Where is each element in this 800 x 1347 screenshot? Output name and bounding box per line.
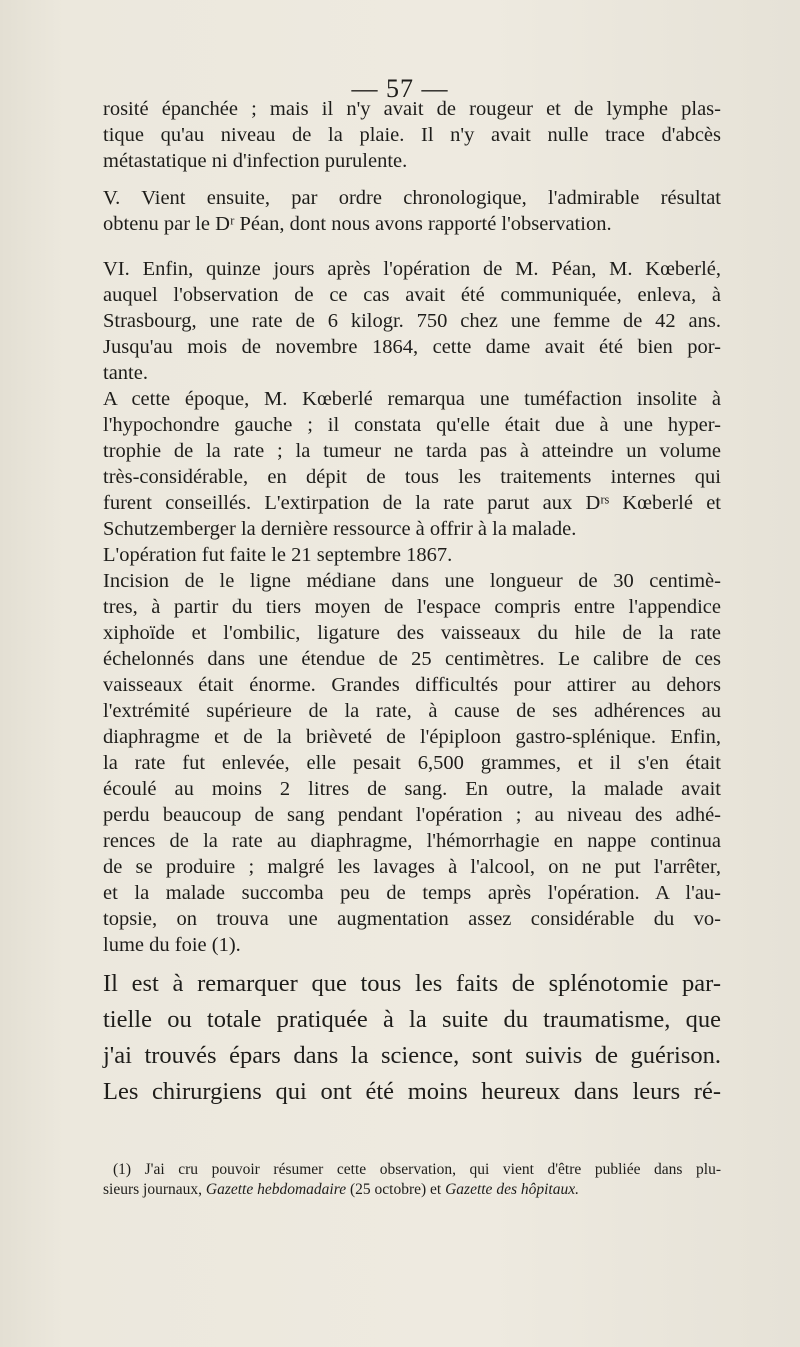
footnote-text: sieurs journaux, <box>103 1181 206 1198</box>
footnote-line: (1) J'ai cru pouvoir résumer cette observation, qui vient d'être publiée dans plu- <box>113 1161 721 1178</box>
text-line: l'extrémité supérieure de la rate, à cause de ses adhérences au <box>103 700 721 722</box>
text-line: j'ai trouvés épars dans la science, sont suivis de guérison. <box>103 1042 721 1069</box>
text-line: échelonnés dans une étendue de 25 centimètres. Le calibre de ces <box>103 648 721 670</box>
text-line: V. Vient ensuite, par ordre chronologique, l'admirable résultat <box>103 187 721 209</box>
text-line: métastatique ni d'infection purulente. <box>103 150 408 172</box>
page-number: — 57 — <box>351 74 449 103</box>
text-line: lume du foie (1). <box>103 934 241 956</box>
text-line: Il est à remarquer que tous les faits de splénotomie par- <box>103 970 721 997</box>
text-line: tante. <box>103 362 148 384</box>
text-line: vaisseaux était énorme. Grandes difficultés pour attirer au dehors <box>103 674 721 696</box>
text-line: Incision de le ligne médiane dans une longueur de 30 centimè- <box>103 570 721 592</box>
text-line: rences de la rate au diaphragme, l'hémorrhagie en nappe continua <box>103 830 721 852</box>
text-line: très-considérable, en dépit de tous les traitements internes qui <box>103 466 721 488</box>
text-line: tielle ou totale pratiquée à la suite du traumatisme, que <box>103 1006 721 1033</box>
text-line: xiphoïde et l'ombilic, ligature des vaisseaux du hile de la rate <box>103 622 721 644</box>
text-line: perdu beaucoup de sang pendant l'opération ; au niveau des adhé- <box>103 804 721 826</box>
text-line: tique qu'au niveau de la plaie. Il n'y avait nulle trace d'abcès <box>103 124 721 146</box>
text-line: obtenu par le Dʳ Péan, dont nous avons rapporté l'observation. <box>103 213 612 235</box>
text-line: auquel l'observation de ce cas avait été communiquée, enleva, à <box>103 284 721 306</box>
text-line: trophie de la rate ; la tumeur ne tarda pas à atteindre un volume <box>103 440 721 462</box>
text-line: Jusqu'au mois de novembre 1864, cette dame avait été bien por- <box>103 336 721 358</box>
footnote-line <box>103 1180 721 1200</box>
text-line: furent conseillés. L'extirpation de la rate parut aux Dʳˢ Kœberlé et <box>103 492 721 514</box>
text-line: rosité épanchée ; mais il n'y avait de rougeur et de lymphe plas- <box>103 98 721 120</box>
text-line: et la malade succomba peu de temps après l'opération. A l'au- <box>103 882 721 904</box>
text-line: Schutzemberger la dernière ressource à offrir à la malade. <box>103 518 577 540</box>
text-line: Strasbourg, une rate de 6 kilogr. 750 chez une femme de 42 ans. <box>103 310 721 332</box>
journal-title: Gazette des hôpitaux. <box>445 1181 579 1198</box>
text-line: L'opération fut faite le 21 septembre 1867. <box>103 544 453 566</box>
text-line: tres, à partir du tiers moyen de l'espace compris entre l'appendice <box>103 596 721 618</box>
text-line: de se produire ; malgré les lavages à l'alcool, on ne put l'arrêter, <box>103 856 721 878</box>
text-line: diaphragme et de la brièveté de l'épiploon gastro-splénique. Enfin, <box>103 726 721 748</box>
text-line: l'hypochondre gauche ; il constata qu'elle était due à une hyper- <box>103 414 721 436</box>
text-line: écoulé au moins 2 litres de sang. En outre, la malade avait <box>103 778 721 800</box>
text-line: VI. Enfin, quinze jours après l'opération de M. Péan, M. Kœberlé, <box>103 258 721 280</box>
text-line: Les chirurgiens qui ont été moins heureux dans leurs ré- <box>103 1078 721 1105</box>
journal-title: Gazette hebdomadaire <box>205 1181 347 1198</box>
text-line: topsie, on trouva une augmentation assez considérable du vo- <box>103 908 721 930</box>
text-line: A cette époque, M. Kœberlé remarqua une tuméfaction insolite à <box>103 388 721 410</box>
text-line: la rate fut enlevée, elle pesait 6,500 grammes, et il s'en était <box>103 752 721 774</box>
footnote-text: (25 octobre) et <box>346 1181 446 1198</box>
